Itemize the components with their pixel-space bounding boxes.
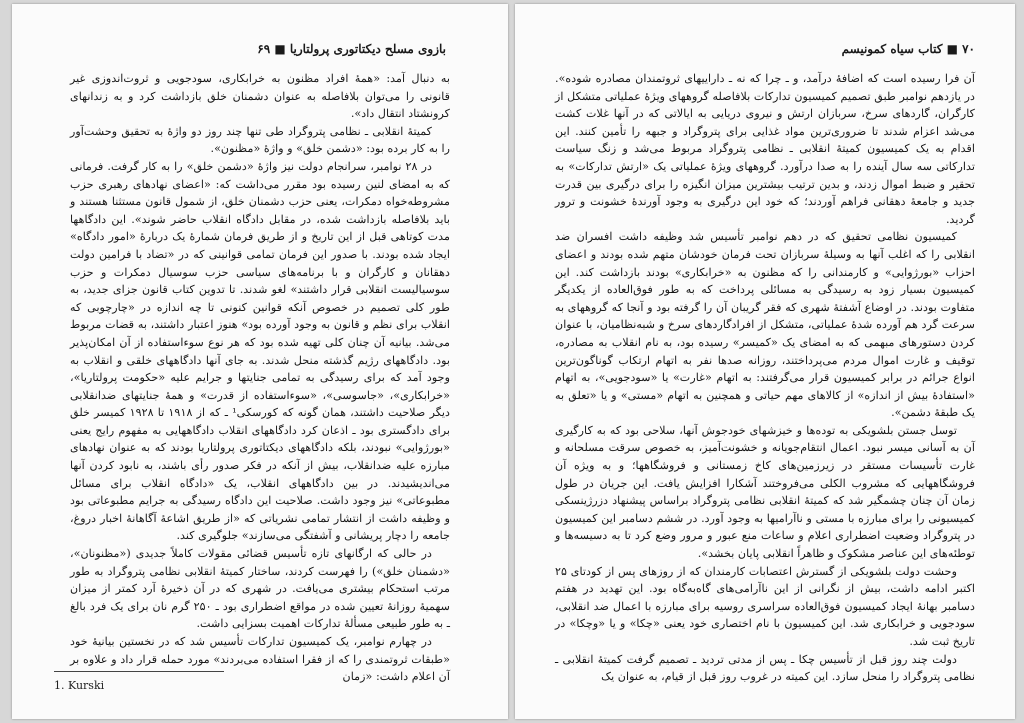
running-header: بازوی مسلح دیکتاتوری پرولتاریا ■ ۶۹	[257, 42, 446, 56]
running-header: ۷۰ ■ کتاب سیاه کمونیسم	[841, 42, 975, 56]
paragraph: توسل جستن بلشویکی به توده‌ها و خیزشهای خودجوش آنها، سلاحی بود که به کارگیری آن به آسانی میسر نبود. اعمال انتقام‌جویانه و خشونت‌آمیز، به خصوص سرقت مسلحانه و غارت تأسیسات مستقر در زیرزمین‌های کاخ زمستانی و فروشگاهها؛ و به ویژه آن فروشگاههایی که مشروب الکلی می‌فروختند آشکارا افزایش یافت. این جریان در طول زمان آن چنان چشمگیر شد که کمیتهٔ انقلابی نظامی پتروگراد براساس پیشنهاد دزرژینسکی کمیسیونی را برای مبارزه با مستی و ناآرامیها به وجود آورد. در ششم دسامبر این کمیسیون در پتروگراد وضعیت اضطراری اعلام و ساعات منع عبور و مرور وضع کرد تا به دسیسه‌ها و توطئه‌های این عناصر مشکوک و ظاهراً انقلابی پایان بخشد».	[555, 423, 975, 561]
footnote: 1. Kurski	[54, 679, 105, 692]
footnote-divider	[54, 671, 224, 672]
paragraph: دولت چند روز قبل از تأسیس چکا ـ پس از مدتی تردید ـ تصمیم گرفت کمیتهٔ انقلابی ـ نظامی پتروگراد را منحل سازد. این کمیته در غروب روز قبل از قیام، به عنوان یک	[555, 652, 975, 684]
left-book-page	[12, 4, 508, 719]
paragraph: در حالی که ارگانهای تازه تأسیس قضائی مقولات کاملاً جدیدی («مظنونان»، «دشمنان خلق») را فهرست کردند، ساختار کمیتهٔ انقلابی نظامی پتروگراد به طور مرتب استحکام بیشتری می‌یافت. در شهری که در آن ذخیرهٔ آرد کمتر از میزان سهمیهٔ روزانهٔ تعیین شده در مواقع اضطراری بود ـ ۲۵۰ گرم نان برای یک فرد بالغ ـ به طور طبیعی مسألهٔ تدارکات اهمیت بسزایی داشت.	[70, 547, 451, 631]
body-text	[555, 70, 975, 686]
right-book-page	[515, 4, 1015, 719]
paragraph: در چهارم نوامبر، یک کمیسیون تدارکات تأسیس شد که در نخستین بیانیهٔ خود «طبقات ثروتمندی را که از فقرا استفاده می‌بردند» مورد حمله قرار داد و علاوه بر آن اعلام داشت: «زمان	[70, 635, 450, 684]
body-text	[70, 70, 450, 686]
paragraph: آن فرا رسیده است که اضافهٔ درآمد، و ـ چرا که نه ـ داراییهای ثروتمندان مصادره شوده». در یازدهم نوامبر طبق تصمیم کمیسیون تدارکات بلافاصله گروههای ویژهٔ عملیاتی متشکل از کارگران، گاردهای سرخ، سربازان ارتش و نیروی دریایی به ایالاتی که در آنها غلات کشت می‌شد اعزام شدند تا ضروری‌ترین مواد غذایی برای پتروگراد و جبهه را تأمین کنند. این اقدام به یک کمیسیون کمیتهٔ انقلابی ـ نظامی پتروگراد مربوط می‌شد و زنگ سیاست تدارکاتی سه سال آینده را به صدا درآورد. گروههای ویژهٔ عملیاتی یک «ارتش تدارکات» به تحقیر و ضبط اموال زدند، و بدین ترتیب بیشترین میزان انگیزه را برای درگیری بین قدرت جدید و جامعهٔ دهقانی فراهم آوردند؛ که خود این درگیری به وجود آورندهٔ خشونت و ترور گردید.	[555, 72, 975, 226]
paragraph: به دنبال آمد: «همهٔ افراد مظنون به خرابکاری، سودجویی و ثروت‌اندوزی غیر قانونی را می‌توان بلافاصله به عنوان دشمنان خلق بازداشت کرد و به زندانهای کرونشتاد انتقال داد».	[70, 72, 450, 121]
paragraph: در ۲۸ نوامبر، سرانجام دولت نیز واژهٔ «دشمن خلق» را به کار گرفت. فرمانی که به امضای لنین رسیده بود مقرر می‌داشت که: «اعضای نهادهای رهبری حزب مشروطه‌خواه دمکرات، یعنی حزب دشمنان خلق، از شمول قانون مستثنا هستند و باید بلافاصله بازداشت شده، در مقابل دادگاه انقلاب حاضر شوند». این دادگاهها مدت کوتاهی قبل از این تاریخ و از طریق فرمان شمارهٔ یک دربارهٔ «امور دادگاه» ایجاد شده بودند. با صدور این فرمان تمامی قوانینی که در «تضاد با فرامین دولت دهقانان و کارگران و با برنامه‌های سیاسی حزب سوسیال دمکرات و حزب سوسیالیست انقلابی قرار داشتند» لغو شدند. تا تدوین کتاب قانون جزای جدید، به طور کلی تصمیم در خصوص آنکه قوانین کنونی تا چه اندازه در «چارچوبی که انقلاب برای نظم و قانون به وجود آورده بود» هنوز اعتبار داشتند، به قضات مربوط می‌شد. بیانیه آن چنان کلی تهیه شده بود که هر نوع سوءاستفاده از آن امکان‌پذیر بود. دادگاههای رژیم گذشته منحل شدند. به جای آنها دادگاههای خلقی و انقلاب به وجود آمد که برای رسیدگی به تمامی جنایتها و جرایم علیه «حکومت پرولتاریا»، «خرابکاری»، «جاسوسی»، «سوءاستفاده از قدرت» و همهٔ جنایتهای ضدانقلابی دیگر صلاحیت داشتند، همان گونه که کورسکی¹ ـ که از ۱۹۱۸ تا ۱۹۲۸ کمیسر خلق برای دادگستری بود ـ اذعان کرد دادگاههای انقلاب دادگاههایی به مفهوم رایج یعنی «بورژوایی» نبودند، بلکه دادگاههای دیکتاتوری پرولتاریا بودند که به عنوان نهادهای مبارزه علیه ضدانقلاب، بیش از آنکه در فکر صدور رأی باشند، به نابود کردن آنها می‌اندیشیدند. در بین دادگاههای انقلاب، یک «دادگاه انقلاب برای مسائل مطبوعاتی» نیز وجود داشت. صلاحیت این دادگاه رسیدگی به جرایم مطبوعاتی بود و وظیفه داشت از انتشار تمامی نشریاتی که «از طریق اشاعهٔ آگاهانهٔ اخبار دروغ، جامعه را دچار پریشانی و آشفتگی می‌سازند» جلوگیری کند.	[70, 159, 451, 543]
paragraph: وحشت دولت بلشویکی از گسترش اعتصابات کارمندان که از روزهای پس از کودتای ۲۵ اکتبر ادامه داشت، بیش از نگرانی از این ناآرامی‌های گاه‌به‌گاه بود. این تهدید در هفتم دسامبر بهانهٔ ایجاد کمیسیون فوق‌العاده سراسری روسیه برای مبارزه با اعمال ضد انقلابی، سودجویی و خرابکاری شد. این کمیسیون با نام اختصاری خود یعنی «چکا» و یا «وچکا» در تاریخ ثبت شد.	[555, 564, 975, 648]
paragraph: کمیتهٔ انقلابی ـ نظامی پتروگراد طی تنها چند روز دو واژهٔ به تحقیق وحشت‌آور را به کار برده بود: «دشمن خلق» و واژهٔ «مظنون».	[70, 124, 450, 156]
paragraph: کمیسیون نظامی تحقیق که در دهم نوامبر تأسیس شد وظیفه داشت افسران ضد انقلابی را که اغلب آنها به وسیلهٔ سربازان تحت فرمان خودشان متهم شده بودند و اعضای احزاب «بورژوایی» و کارمندانی را که مظنون به «خرابکاری» بودند بازداشت کند. این کمیسیون بسیار زود به رسیدگی به مسائلی پرداخت که به طور فوق‌العاده از یکدیگر متفاوت بودند. در اوضاع آشفتهٔ شهری که فقر گریبان آن را گرفته بود و آنجا که گروههای به سرعت گرد هم آورده شدهٔ عملیاتی، متشکل از افرادگاردهای سرخ و شبه‌نظامیان، با عنوان کردن دستورهای مبهمی که به امضای یک «کمیسر» رسیده بود، به نام انقلاب به مصادره، توقیف و غارت اموال مردم می‌پرداختند، روزانه صدها نفر به اتهام ارتکاب گوناگون‌ترین انواع جرائم در برابر کمیسیون قرار می‌گرفتند: به اتهام «غارت» یا «سودجویی»، به اتهام «استفادهٔ بیش از اندازه» از کالاهای مهم حیاتی و همچنین به اتهام «مستی» و یا «تعلق به یک طبقهٔ دشمن».	[555, 230, 975, 420]
